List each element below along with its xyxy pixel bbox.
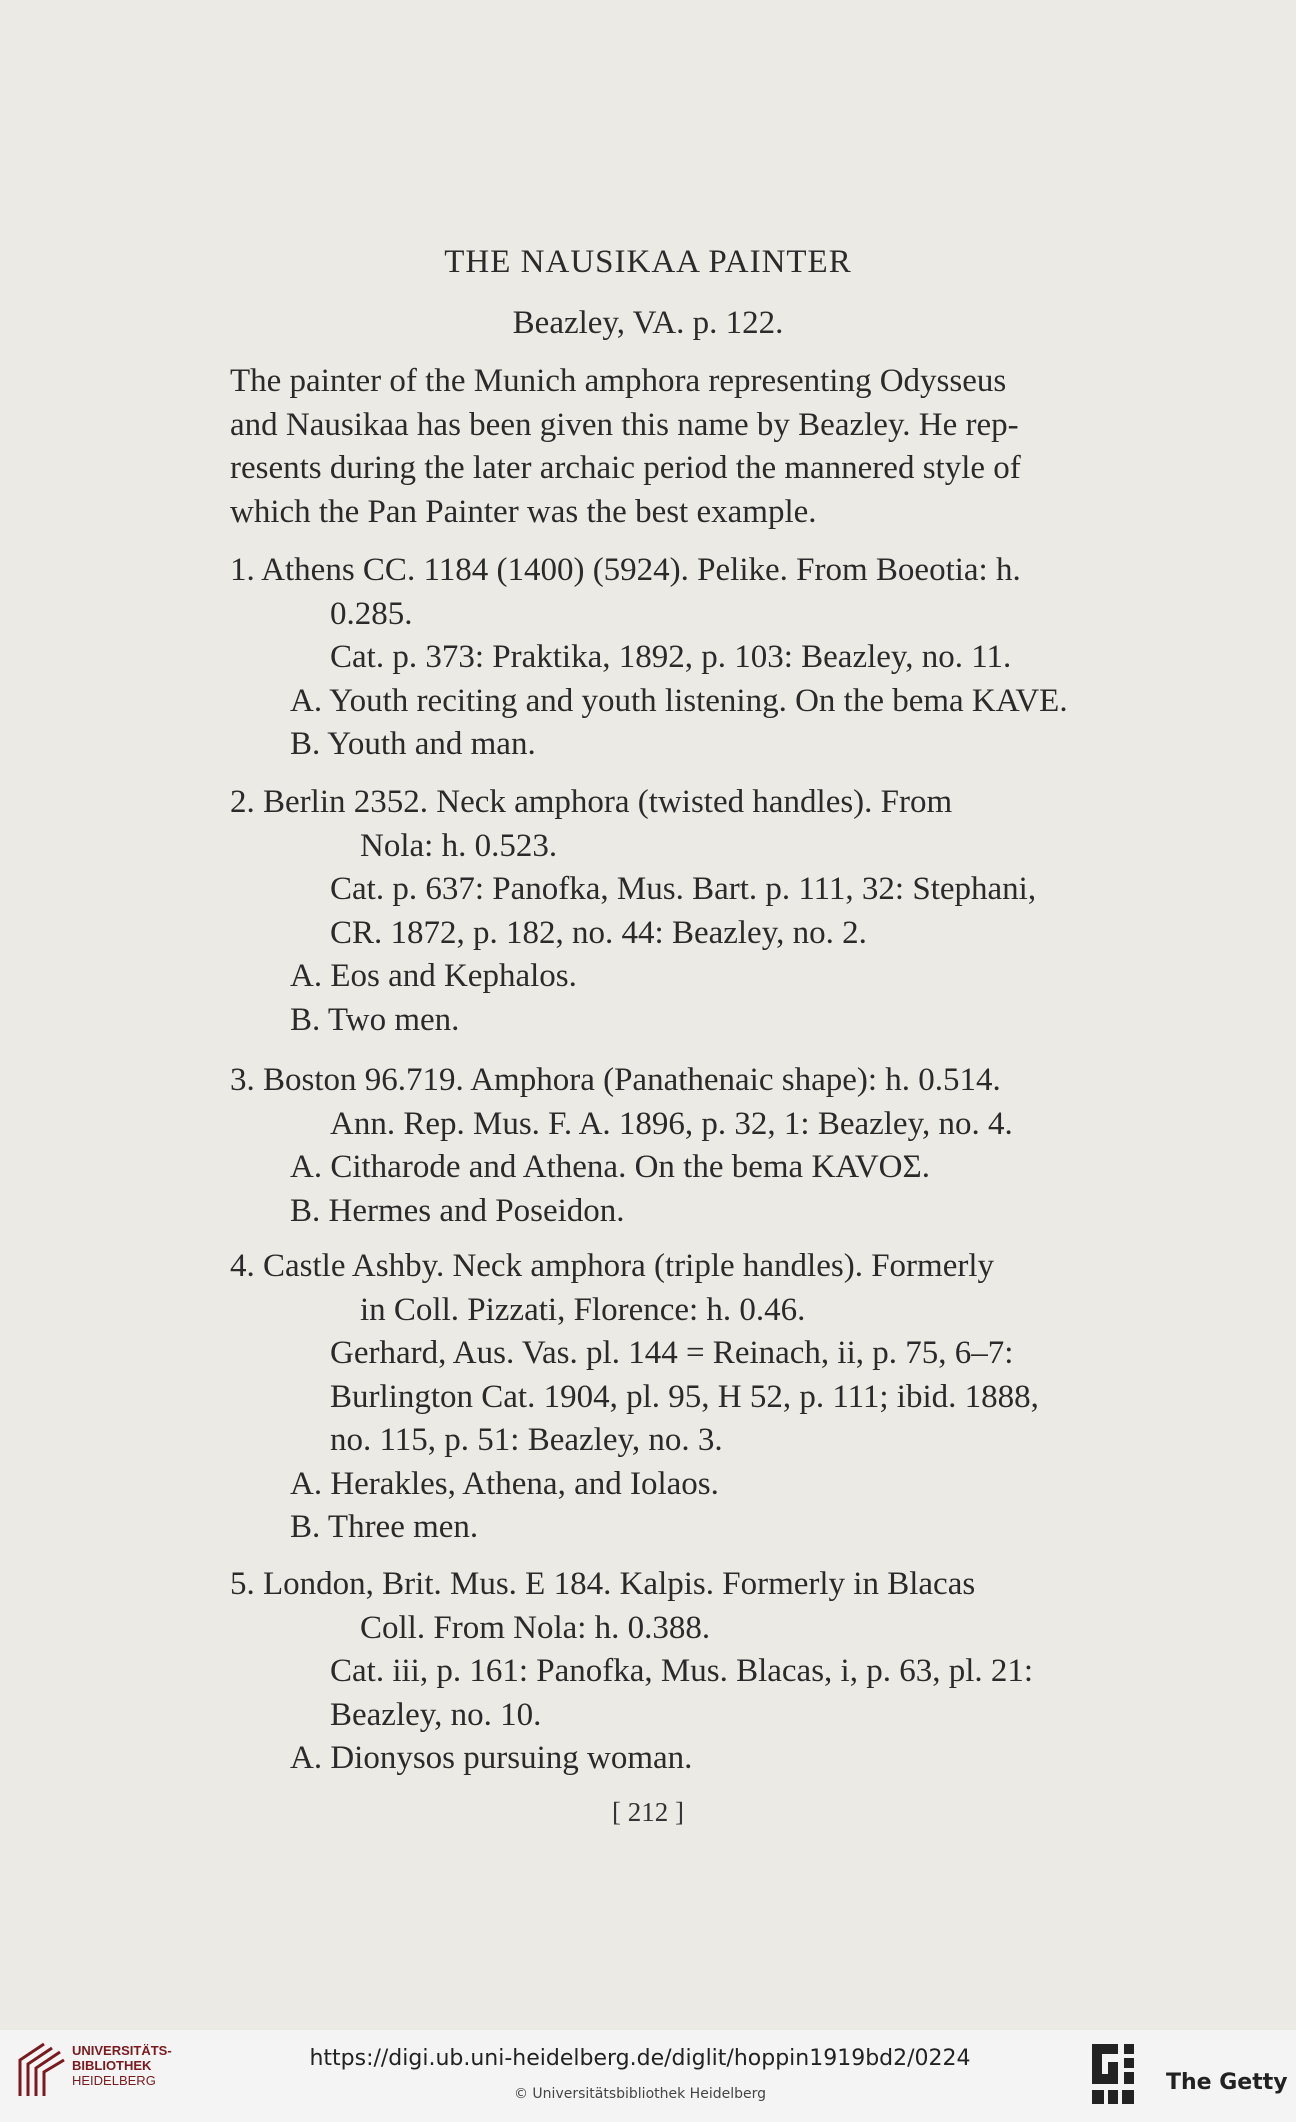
entry-line: Cat. p. 637: Panofka, Mus. Bart. p. 111, 32: Stephani,	[330, 871, 1037, 907]
getty-logo-icon[interactable]	[1090, 2040, 1140, 2110]
entry-line: 2. Berlin 2352. Neck amphora (twisted handles). From	[230, 784, 953, 820]
entry-line: A. Herakles, Athena, and Iolaos.	[290, 1465, 719, 1502]
catalogue-entry-2	[230, 781, 1185, 1042]
entry-line: Beazley, no. 10.	[330, 1696, 542, 1733]
intro-paragraph	[230, 360, 1185, 534]
entry-line: Cat. p. 373: Praktika, 1892, p. 103: Beazley, no. 11.	[330, 639, 1012, 675]
entry-line: A. Youth reciting and youth listening. On the bema KAVE.	[290, 682, 1068, 719]
entry-line: Cat. iii, p. 161: Panofka, Mus. Blacas, i, p. 63, pl. 21:	[330, 1653, 1034, 1689]
page-number: [ 212 ]	[612, 1797, 684, 1827]
intro-line: The painter of the Munich amphora representing Odysseus	[230, 363, 1007, 399]
entry-line: Burlington Cat. 1904, pl. 95, H 52, p. 111; ibid. 1888,	[330, 1378, 1039, 1415]
intro-line: which the Pan Painter was the best example.	[230, 493, 817, 530]
entry-line: A. Dionysos pursuing woman.	[290, 1740, 693, 1776]
entry-line: no. 115, p. 51: Beazley, no. 3.	[330, 1422, 723, 1458]
entry-line: in Coll. Pizzati, Florence: h. 0.46.	[360, 1291, 806, 1328]
entry-line: A. Citharode and Athena. On the bema KAVOΣ.	[290, 1149, 930, 1185]
page-subtitle: Beazley, VA. p. 122.	[512, 305, 784, 341]
catalogue-entry-5	[230, 1563, 1185, 1781]
entry-line: Gerhard, Aus. Vas. pl. 144 = Reinach, ii, p. 75, 6–7:	[330, 1335, 1014, 1371]
catalogue-entry-1	[230, 549, 1185, 767]
entry-line: Coll. From Nola: h. 0.388.	[360, 1609, 711, 1646]
intro-line: resents during the later archaic period the mannered style of	[230, 450, 1021, 486]
entry-line: B. Three men.	[290, 1509, 479, 1545]
entry-line: B. Youth and man.	[290, 726, 536, 762]
entry-line: B. Hermes and Poseidon.	[290, 1192, 625, 1229]
entry-line: 1. Athens CC. 1184 (1400) (5924). Pelike. From Boeotia: h.	[230, 552, 1021, 588]
partner-name: The Getty	[1166, 2070, 1288, 2095]
entry-line: 3. Boston 96.719. Amphora (Panathenaic shape): h. 0.514.	[230, 1062, 1001, 1098]
entry-line: 0.285.	[330, 595, 413, 632]
entry-line: Ann. Rep. Mus. F. A. 1896, p. 32, 1: Beazley, no. 4.	[330, 1105, 1013, 1142]
permalink-url[interactable]: https://digi.ub.uni-heidelberg.de/diglit/hoppin1919bd2/0224	[309, 2046, 971, 2071]
entry-line: 4. Castle Ashby. Neck amphora (triple handles). Formerly	[230, 1248, 995, 1284]
entry-line: CR. 1872, p. 182, no. 44: Beazley, no. 2.	[330, 914, 867, 951]
entry-line: A. Eos and Kephalos.	[290, 958, 577, 994]
library-name: UNIVERSITÄTS- BIBLIOTHEK HEIDELBERG	[72, 2043, 172, 2088]
copyright-notice: © Universitätsbibliothek Heidelberg	[513, 2086, 766, 2102]
entry-line: Nola: h. 0.523.	[360, 827, 558, 864]
page-title: THE NAUSIKAA PAINTER	[444, 244, 852, 280]
catalogue-entry-3	[230, 1059, 1185, 1233]
entry-line: 5. London, Brit. Mus. E 184. Kalpis. Formerly in Blacas	[230, 1566, 976, 1602]
entry-line: B. Two men.	[290, 1001, 460, 1038]
intro-line: and Nausikaa has been given this name by Beazley. He rep-	[230, 406, 1019, 443]
catalogue-entry-4	[230, 1245, 1185, 1550]
